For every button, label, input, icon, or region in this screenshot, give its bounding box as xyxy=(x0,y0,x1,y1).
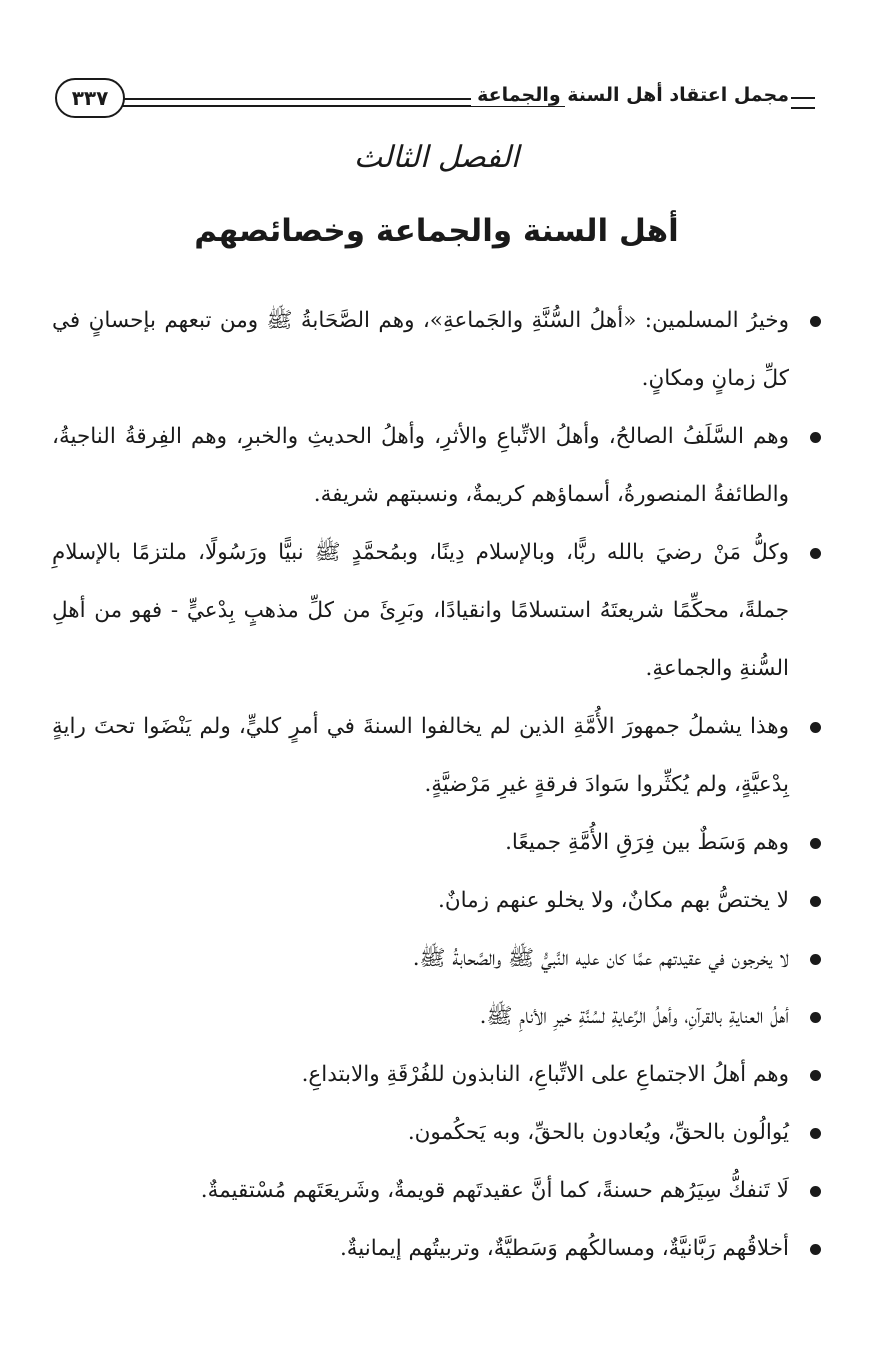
list-item-text: لا يختصُّ بهم مكانٌ، ولا يخلو عنهم زمانٌ. xyxy=(437,888,789,913)
bullet-icon xyxy=(810,722,821,733)
bullet-icon xyxy=(810,548,821,559)
bullet-list-container xyxy=(52,292,827,1278)
list-item-text: وهم السَّلَفُ الصالحُ، وأهلُ الاتِّباعِ والأثرِ، وأهلُ الحديثِ والخبرِ، وهم الفِرقةُ الناجيةُ، والطائفةُ المنصورةُ، أسماؤهم كريمةٌ، ونسبتهم شريفة. xyxy=(52,424,789,507)
section-title: أهل السنة والجماعة وخصائصهم xyxy=(194,213,679,249)
running-title: مجمل اعتقاد أهل السنة والجماعة xyxy=(471,84,789,106)
list-item xyxy=(52,698,827,814)
list-item-text: أخلاقُهم رَبَّانيَّةٌ، ومسالكُهم وَسَطيَّةٌ، وتربيتُهم إيمانيةٌ. xyxy=(339,1236,789,1261)
bullet-list xyxy=(52,292,827,1278)
bullet-icon xyxy=(810,1128,821,1139)
list-item xyxy=(52,292,827,408)
list-item xyxy=(52,930,827,988)
bullet-icon xyxy=(810,316,821,327)
list-item-text: وهذا يشملُ جمهورَ الأُمَّةِ الذين لم يخالفوا السنةَ في أمرٍ كليٍّ، ولم يَنْضَوا تحتَ رايةٍ بِدْعيَّةٍ، ولم يُكثِّروا سَوادَ فرقةٍ غيرِ مَرْضيَّةٍ. xyxy=(52,714,789,797)
list-item xyxy=(52,408,827,524)
bullet-icon xyxy=(810,1012,821,1023)
list-item xyxy=(52,988,827,1046)
bullet-icon xyxy=(810,896,821,907)
list-item-text: وهم وَسَطٌ بين فِرَقِ الأُمَّةِ جميعًا. xyxy=(505,830,789,855)
list-item xyxy=(52,524,827,698)
list-item-text: أهلُ العنايةِ بالقرآنِ، وأهلُ الرِّعايةِ لسُنَّةِ خيرِ الأنامِ ﷺ. xyxy=(479,1004,789,1029)
list-item xyxy=(52,1046,827,1104)
list-item-text: يُوالُون بالحقِّ، ويُعادون بالحقِّ، وبه يَحكُمون. xyxy=(407,1120,789,1145)
header-mark xyxy=(791,97,815,109)
list-item-text: وخيرُ المسلمين: «أهلُ السُّنَّةِ والجَماعةِ»، وهم الصَّحَابةُ ﷺ ومن تبعهم بإحسانٍ في كلِّ زمانٍ ومكانٍ. xyxy=(52,308,789,391)
list-item-text: لا يخرجون في عقيدتهم عمَّا كان عليه النَّبيُّ ﷺ والصَّحابةُ ﷺ. xyxy=(412,946,789,971)
list-item xyxy=(52,1104,827,1162)
list-item-text: وكلُّ مَنْ رضيَ بالله ربًّا، وبالإسلام دِينًا، وبمُحمَّدٍ ﷺ نبيًّا ورَسُولًا، ملتزمًا بالإسلامِ جملةً، محكِّمًا شريعتَهُ استسلامًا وانقيادًا، وبَرِئَ من كلِّ مذهبٍ بِدْعيٍّ - فهو من أهلِ السُّنةِ والجماعةِ. xyxy=(52,540,789,681)
bullet-icon xyxy=(810,954,821,965)
bullet-icon xyxy=(810,1070,821,1081)
bullet-icon xyxy=(810,432,821,443)
list-item-text: لَا تَنفكُّ سِيَرُهم حسنةً، كما أنَّ عقيدتَهم قويمةٌ، وشَريعَتَهم مُسْتقيمةٌ. xyxy=(200,1178,789,1203)
list-item xyxy=(52,872,827,930)
bullet-icon xyxy=(810,1186,821,1197)
running-header xyxy=(55,78,815,122)
page-number: ٣٣٧ xyxy=(55,78,125,118)
list-item xyxy=(52,1162,827,1220)
list-item-text: وهم أهلُ الاجتماعِ على الاتِّباعِ، النابذون للفُرْقَةِ والابتداعِ. xyxy=(301,1062,789,1087)
bullet-icon xyxy=(810,1244,821,1255)
bullet-icon xyxy=(810,838,821,849)
list-item xyxy=(52,814,827,872)
list-item xyxy=(52,1220,827,1278)
chapter-label: الفصل الثالث xyxy=(353,140,520,175)
